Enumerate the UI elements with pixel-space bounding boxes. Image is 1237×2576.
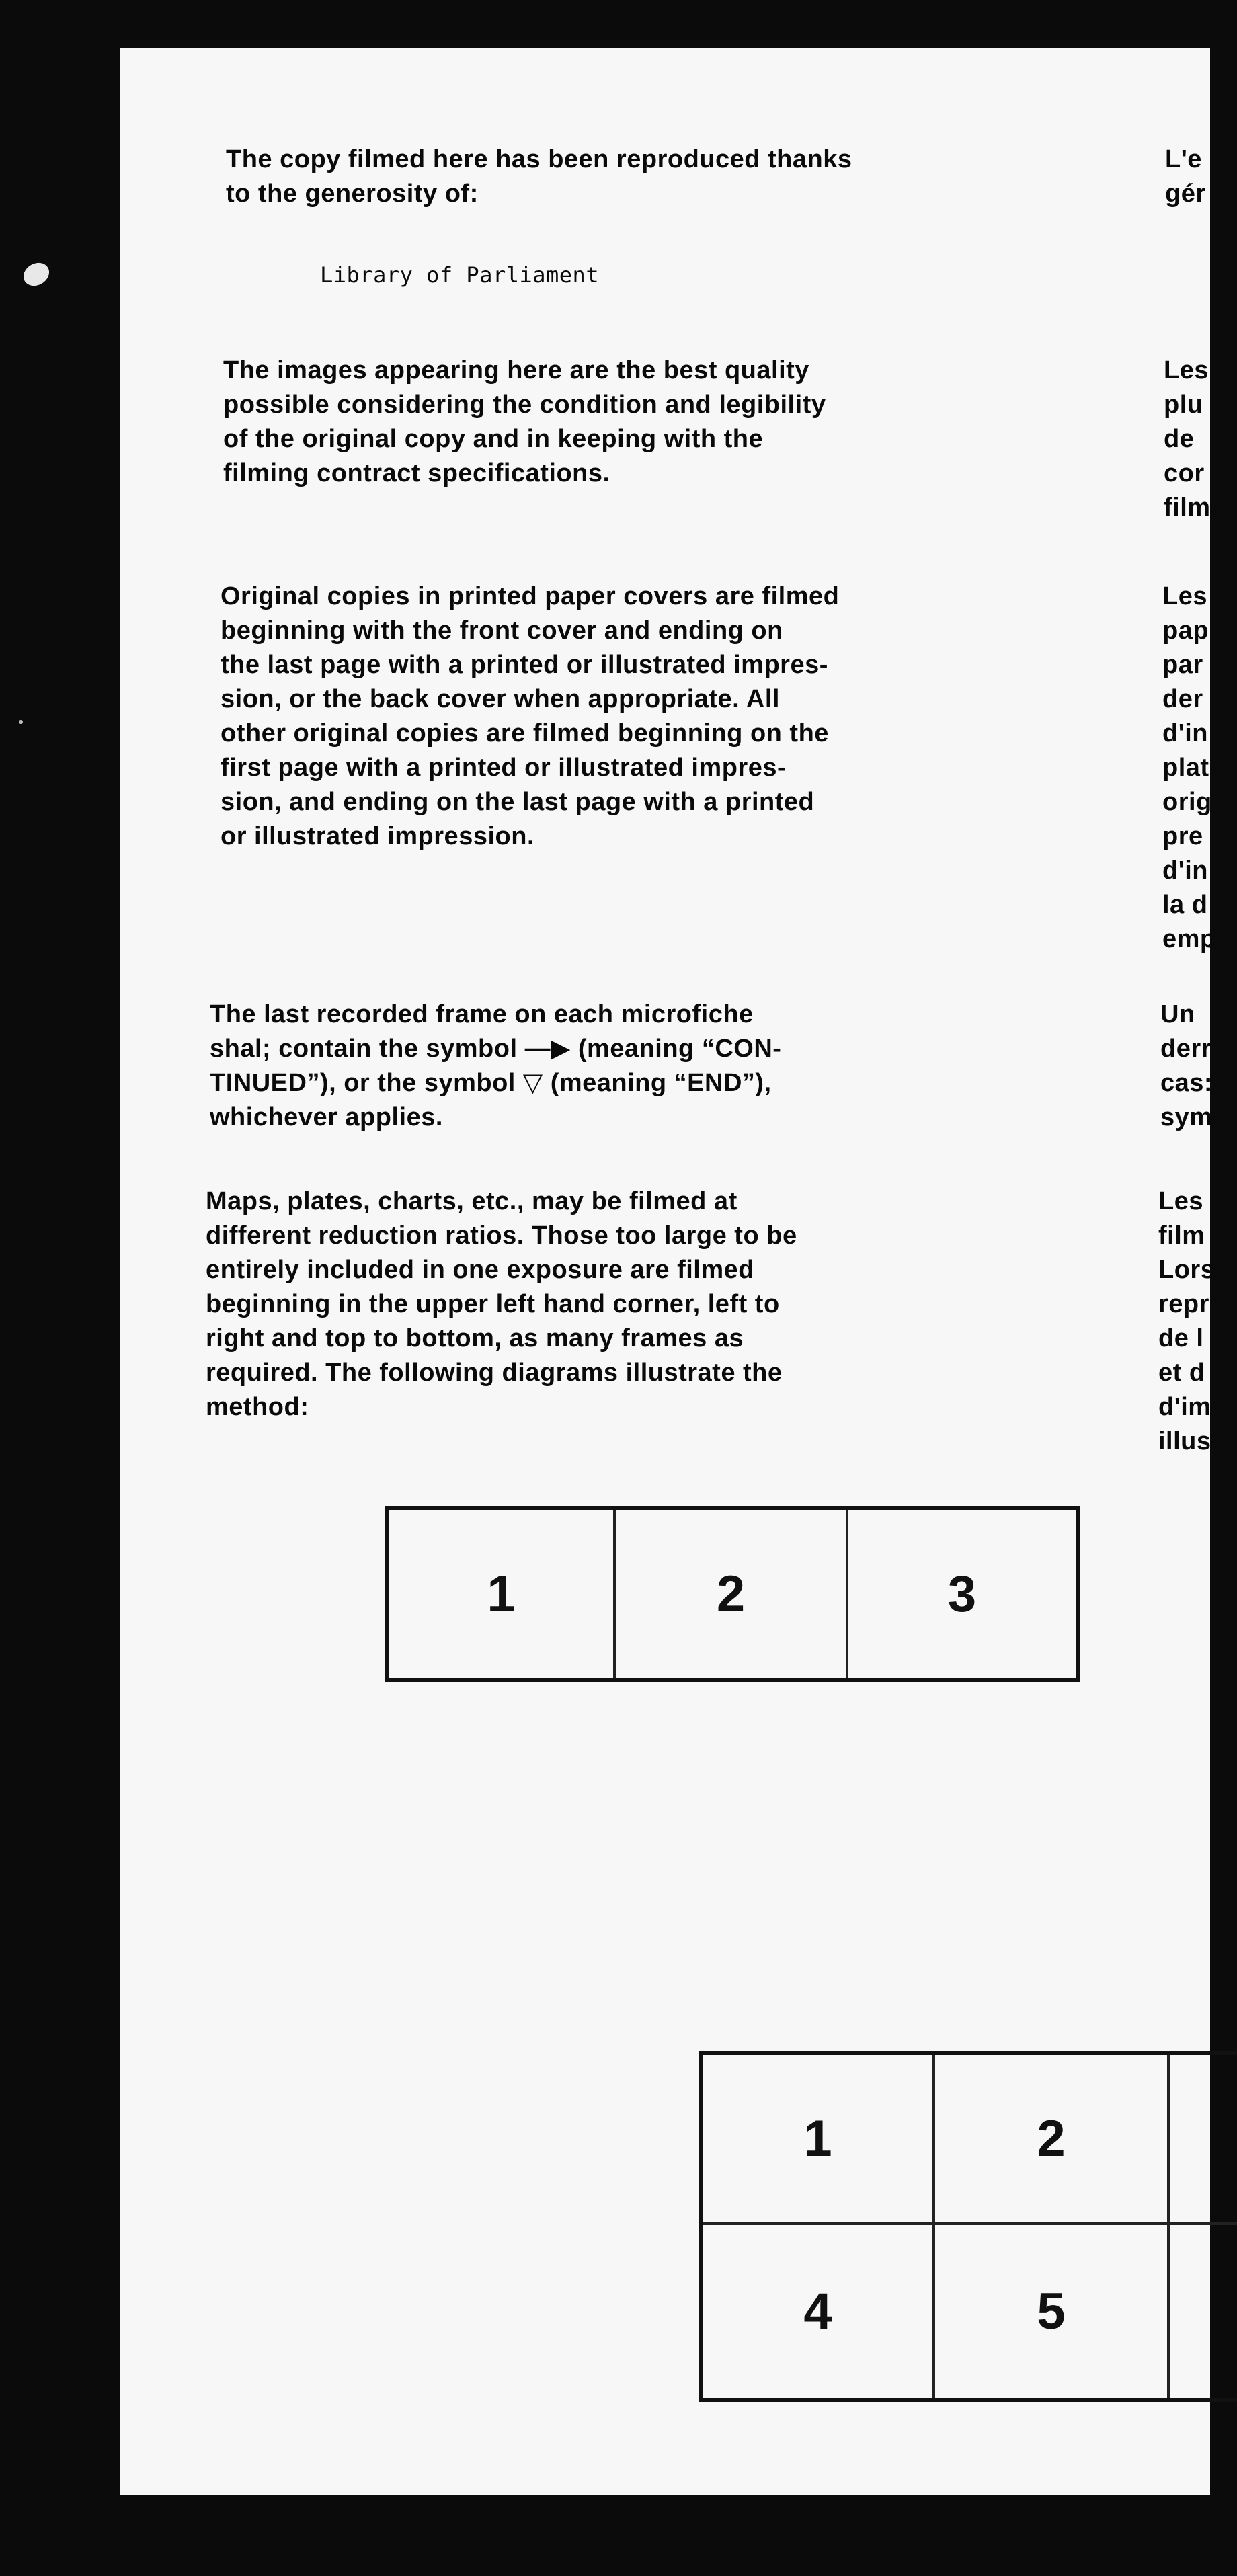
text-line: Les [1164, 356, 1209, 385]
text-line: Original copies in printed paper covers are filmed [221, 582, 840, 610]
text-line: sion, or the back cover when appropriate. All [221, 685, 780, 713]
text-line: first page with a printed or illustrated impres- [221, 754, 787, 782]
text-line: the last page with a printed or illustrated impres- [221, 651, 828, 679]
grid-cell-4: 4 [803, 2283, 832, 2340]
text-line: film [1158, 1221, 1205, 1250]
text-line: entirely included in one exposure are filmed [206, 1256, 754, 1284]
grid-cell-1: 1 [803, 2109, 832, 2167]
quality-paragraph [223, 354, 826, 491]
french-paragraph-4 [1160, 998, 1213, 1135]
text-line: Lors [1158, 1256, 1215, 1284]
text-line: derr [1160, 1035, 1211, 1063]
grid-cell-2: 2 [1037, 2109, 1066, 2167]
text-line: pap [1162, 616, 1209, 645]
text-line: Un [1160, 1000, 1195, 1029]
text-line: whichever applies. [210, 1103, 443, 1131]
text-line: filming contract specifications. [223, 459, 610, 487]
text-line: cas: [1160, 1069, 1213, 1097]
french-paragraph-1 [1165, 143, 1206, 211]
frame-cell-2: 2 [716, 1565, 746, 1623]
symbol-paragraph [210, 998, 781, 1135]
text-line: TINUED”), or the symbol ▽ (meaning “END”), [210, 1069, 772, 1097]
text-line: beginning in the upper left hand corner, left to [206, 1290, 780, 1318]
french-paragraph-5 [1158, 1184, 1215, 1459]
original-copies-paragraph [221, 579, 839, 854]
text-line: of the original copy and in keeping with the [223, 425, 764, 453]
text-line: plat [1162, 754, 1209, 782]
french-paragraph-3 [1162, 579, 1216, 957]
text-line: different reduction ratios. Those too large to be [206, 1221, 797, 1250]
text-line: beginning with the front cover and ending on [221, 616, 783, 645]
frame-order-diagram-grid [699, 2051, 1237, 2402]
maps-paragraph [206, 1184, 797, 1424]
text-line: shal; contain the symbol —▶ (meaning “CON- [210, 1035, 782, 1063]
text-line: The images appearing here are the best quality [223, 356, 809, 385]
frame-cell-3: 3 [947, 1565, 977, 1623]
text-line: sym [1160, 1103, 1213, 1131]
text-line: orig [1162, 788, 1212, 816]
text-line: to the generosity of: [226, 179, 479, 208]
frame-order-diagram-row [385, 1506, 1080, 1682]
thanks-paragraph [226, 143, 852, 211]
text-line: et d [1158, 1359, 1205, 1387]
text-line: right and top to bottom, as many frames as [206, 1324, 744, 1353]
text-line: cor [1164, 459, 1205, 487]
text-line: Les [1162, 582, 1207, 610]
text-line: gér [1165, 179, 1206, 208]
text-line: sion, and ending on the last page with a printed [221, 788, 815, 816]
french-paragraph-2 [1164, 354, 1211, 525]
text-line: The last recorded frame on each microfiche [210, 1000, 754, 1029]
text-line: possible considering the condition and legibility [223, 391, 826, 419]
text-line: method: [206, 1393, 309, 1421]
library-name: Library of Parliament [320, 262, 600, 288]
film-speck [19, 720, 23, 724]
text-line: or illustrated impression. [221, 822, 534, 850]
text-line: pre [1162, 822, 1203, 850]
text-line: repr [1158, 1290, 1209, 1318]
text-line: required. The following diagrams illustrate the [206, 1359, 783, 1387]
text-line: Maps, plates, charts, etc., may be filmed at [206, 1187, 737, 1215]
text-line: emp [1162, 925, 1216, 953]
text-line: d'in [1162, 719, 1209, 748]
text-line: la d [1162, 891, 1208, 919]
frame-cell-1: 1 [487, 1565, 516, 1623]
text-line: film [1164, 493, 1211, 522]
text-line: other original copies are filmed beginning on the [221, 719, 829, 748]
text-line: de l [1158, 1324, 1204, 1353]
text-line: Les [1158, 1187, 1203, 1215]
text-line: plu [1164, 391, 1203, 419]
grid-cell-5: 5 [1037, 2283, 1066, 2340]
text-line: d'im [1158, 1393, 1211, 1421]
film-speck [19, 258, 54, 290]
text-line: der [1162, 685, 1203, 713]
text-line: illus [1158, 1427, 1211, 1455]
text-line: The copy filmed here has been reproduced thanks [226, 145, 852, 173]
text-line: par [1162, 651, 1203, 679]
frame-divider [1167, 2055, 1170, 2398]
text-line: de [1164, 425, 1195, 453]
text-line: L'e [1165, 145, 1202, 173]
text-line: d'in [1162, 856, 1209, 885]
